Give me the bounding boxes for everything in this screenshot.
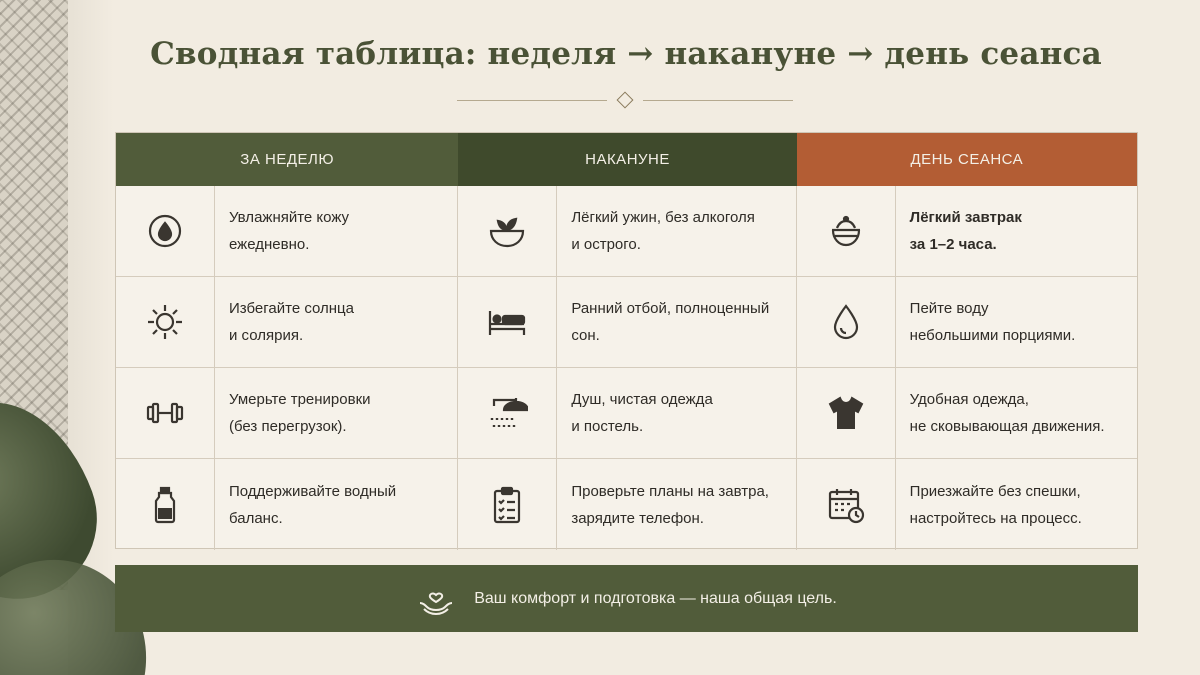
cell-text: Увлажняйте кожу ежедневно. (229, 209, 350, 253)
tshirt-icon (825, 392, 867, 434)
diamond-ornament-icon (617, 92, 634, 109)
cell-text: Удобная одежда, не сковывающая движения. (909, 391, 1105, 435)
table-cell (116, 368, 457, 459)
shower-icon (486, 392, 528, 434)
page-title: Сводная таблица: неделя → накануне → день сеанса (150, 36, 1102, 72)
table-cell (116, 277, 457, 368)
table-cell (458, 186, 795, 277)
table-header (116, 133, 1137, 186)
cell-text: Ранний отбой, полноценный сон. (571, 300, 770, 344)
heart-hands-icon (416, 579, 456, 619)
column-header-session-day: ДЕНЬ СЕАНСА (797, 133, 1137, 186)
cell-text: Лёгкий ужин, без алкоголя и острого. (571, 209, 755, 253)
breakfast-bowl-icon (825, 210, 867, 252)
dumbbell-icon (144, 392, 186, 434)
calendar-clock-icon (825, 484, 867, 526)
cell-text: Лёгкий завтрак за 1–2 часа. (909, 209, 1022, 253)
footer-text: Ваш комфорт и подготовка — наша общая цель. (474, 589, 837, 607)
cell-text: Душ, чистая одежда и постель. (571, 391, 713, 435)
footer-banner (115, 565, 1138, 632)
sun-icon (144, 301, 186, 343)
table-cell (797, 186, 1137, 277)
water-bottle-icon (144, 484, 186, 526)
summary-table (115, 132, 1138, 549)
table-cell (458, 368, 795, 459)
cell-text: Избегайте солнца и солярия. (229, 300, 354, 344)
clipboard-checklist-icon (486, 484, 528, 526)
table-cell (116, 459, 457, 550)
table-cell (797, 459, 1137, 550)
salad-bowl-icon (486, 210, 528, 252)
table-cell (458, 459, 795, 550)
column-day-before (458, 186, 796, 550)
table-cell (458, 277, 795, 368)
table-cell (797, 277, 1137, 368)
column-session-day (797, 186, 1137, 550)
table-cell (116, 186, 457, 277)
drop-circle-icon (144, 210, 186, 252)
cell-text: Пейте воду небольшими порциями. (909, 300, 1076, 344)
title-divider (457, 96, 793, 106)
column-week (116, 186, 458, 550)
cell-text: Приезжайте без спешки, настройтесь на процесс. (909, 482, 1082, 527)
water-drop-icon (825, 301, 867, 343)
cell-text: Проверьте планы на завтра, зарядите телефон. (571, 482, 769, 527)
column-header-week: ЗА НЕДЕЛЮ (116, 133, 458, 186)
column-header-day-before: НАКАНУНЕ (458, 133, 796, 186)
table-cell (797, 368, 1137, 459)
bed-icon (486, 301, 528, 343)
cell-text: Умерьте тренировки (без перегрузок). (229, 391, 371, 435)
cell-text: Поддерживайте водный баланс. (229, 482, 397, 527)
